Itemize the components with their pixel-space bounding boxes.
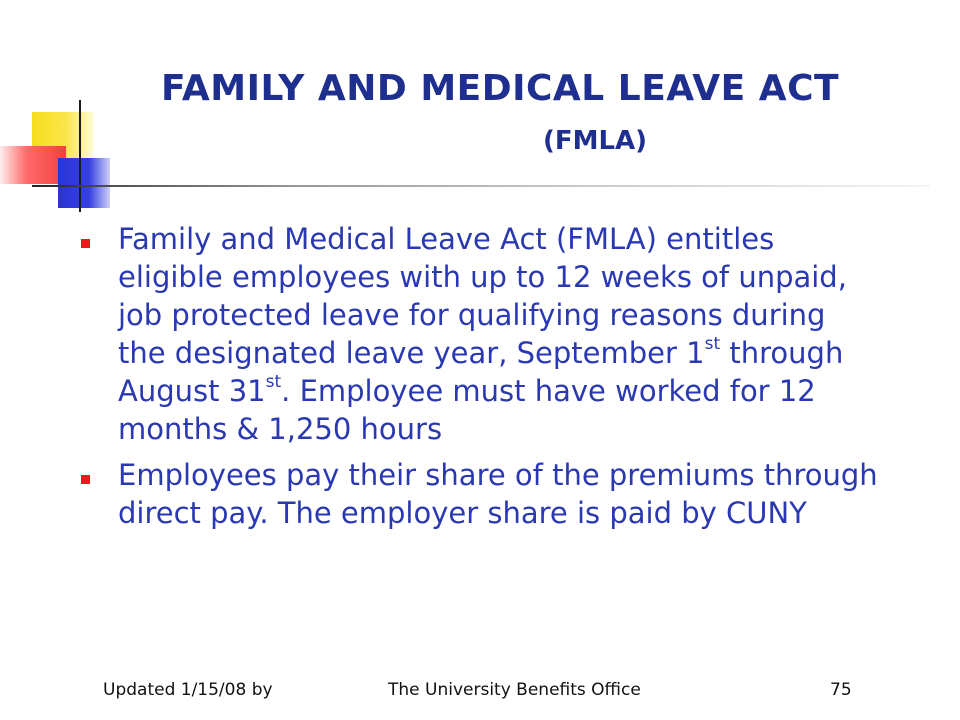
footer-updated-by: Updated 1/15/08 by	[103, 680, 273, 700]
ordinal-suffix: st	[265, 372, 282, 392]
bullet-text-part: . Employee must have worked for 12 months & 1,250 hours	[118, 374, 816, 446]
title-underline-rule	[32, 185, 930, 187]
bullet-text	[118, 220, 880, 448]
slide-number: 75	[830, 680, 852, 700]
decor-blue-square	[58, 158, 110, 208]
slide-title: FAMILY AND MEDICAL LEAVE ACT	[160, 68, 840, 109]
bullet-text: Employees pay their share of the premiums through direct pay. The employer share is paid by CUNY	[118, 458, 878, 530]
bullet-text-part: through August 31	[118, 336, 844, 408]
bullet-marker	[81, 475, 90, 484]
bullet-marker	[81, 239, 90, 248]
decor-red-square	[0, 146, 66, 184]
bullet-item-fmla-entitlement	[80, 220, 880, 448]
bullet-text-part: Family and Medical Leave Act (FMLA) entitles eligible employees with up to 12 weeks of unpaid, job protected leave for qualifying reasons during the designated leave year, September 1	[118, 222, 847, 370]
ordinal-suffix: st	[704, 334, 721, 354]
bullet-item-premiums	[80, 456, 880, 532]
decor-vertical-rule	[79, 100, 81, 212]
slide-subtitle: (FMLA)	[542, 126, 648, 156]
footer-office: The University Benefits Office	[388, 680, 641, 700]
bullet-list	[80, 220, 880, 540]
